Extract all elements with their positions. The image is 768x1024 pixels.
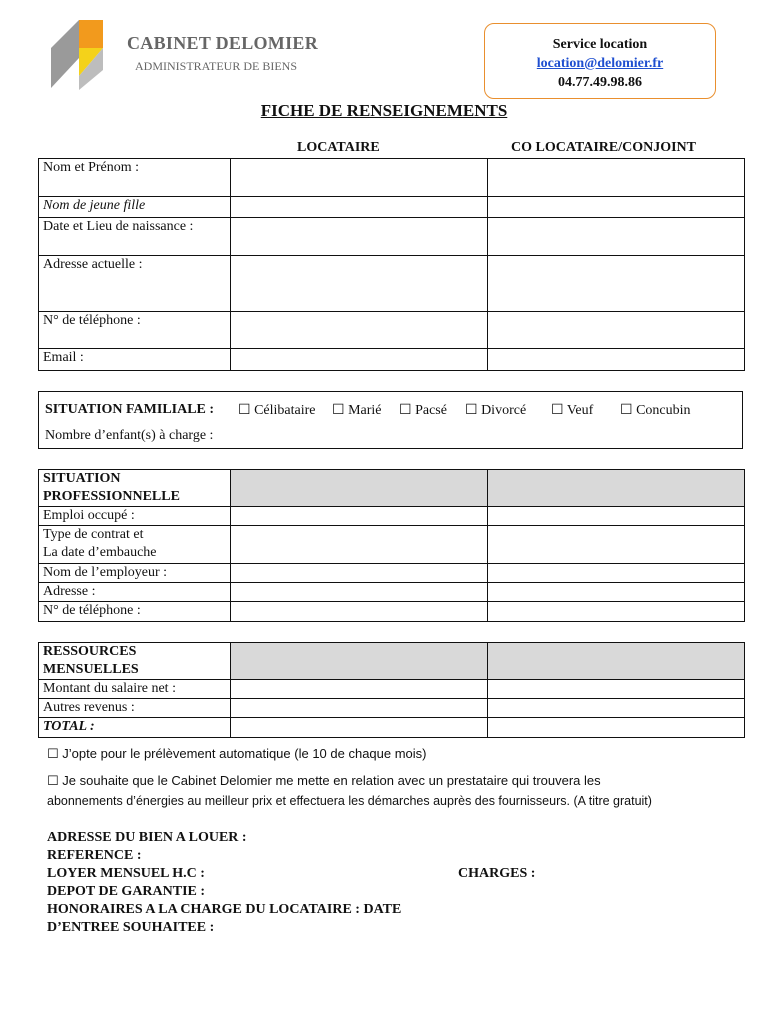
pro-header: SITUATION PROFESSIONNELLE (39, 470, 231, 507)
row-label-email: Email : (39, 349, 231, 371)
row-label-naissance: Date et Lieu de naissance : (39, 218, 231, 256)
field-jeune-fille-locataire[interactable] (231, 197, 488, 218)
field-adresse-locataire[interactable] (231, 256, 488, 312)
pro-header-locataire (231, 470, 488, 507)
situation-familiale-label: SITUATION FAMILIALE : (45, 402, 215, 417)
company-subtitle: ADMINISTRATEUR DE BIENS (135, 59, 297, 73)
row-label-employeur: Nom de l’employeur : (39, 564, 231, 583)
field-employeur-co[interactable] (488, 564, 745, 583)
row-label-nom: Nom et Prénom : (39, 159, 231, 197)
field-autres-co[interactable] (488, 699, 745, 718)
option-celibataire[interactable]: ☐ Célibataire (238, 403, 316, 418)
row-label-telephone: N° de téléphone : (39, 312, 231, 349)
field-autres-locataire[interactable] (231, 699, 488, 718)
row-label-adresse: Adresse actuelle : (39, 256, 231, 312)
field-nom-co[interactable] (488, 159, 745, 197)
company-logo (45, 18, 107, 90)
row-label-total: TOTAL : (39, 718, 231, 738)
field-telephone-co[interactable] (488, 312, 745, 349)
row-label-emploi: Emploi occupé : (39, 507, 231, 526)
field-jeune-fille-co[interactable] (488, 197, 745, 218)
field-naissance-locataire[interactable] (231, 218, 488, 256)
date-entree-label: D’ENTREE SOUHAITEE : (47, 920, 215, 935)
field-email-co[interactable] (488, 349, 745, 371)
pro-table (38, 469, 745, 622)
field-employeur-locataire[interactable] (231, 564, 488, 583)
enfants-label: Nombre d’enfant(s) à charge : (45, 428, 214, 443)
pro-header-co (488, 470, 745, 507)
option-pacse[interactable]: ☐ Pacsé (399, 403, 447, 418)
checkbox-icon[interactable]: ☐ (551, 403, 564, 418)
row-label-pro-adresse: Adresse : (39, 583, 231, 602)
checkbox-icon[interactable]: ☐ (332, 403, 345, 418)
field-salaire-co[interactable] (488, 680, 745, 699)
field-total-co[interactable] (488, 718, 745, 738)
contact-box (484, 23, 716, 99)
option-marie[interactable]: ☐ Marié (332, 403, 382, 418)
field-emploi-co[interactable] (488, 507, 745, 526)
adresse-bien-label: ADRESSE DU BIEN A LOUER : (47, 830, 247, 845)
checkbox-icon[interactable]: ☐ (465, 403, 478, 418)
field-naissance-co[interactable] (488, 218, 745, 256)
column-header-locataire: LOCATAIRE (297, 140, 380, 155)
field-nom-locataire[interactable] (231, 159, 488, 197)
depot-label: DEPOT DE GARANTIE : (47, 884, 206, 899)
ressources-header: RESSOURCES MENSUELLES (39, 643, 231, 680)
checkbox-icon[interactable]: ☐ (620, 403, 633, 418)
field-pro-adresse-co[interactable] (488, 583, 745, 602)
field-emploi-locataire[interactable] (231, 507, 488, 526)
field-contrat-co[interactable] (488, 526, 745, 564)
row-label-pro-telephone: N° de téléphone : (39, 602, 231, 622)
page-title: FICHE DE RENSEIGNEMENTS (260, 101, 508, 120)
ressources-header-co (488, 643, 745, 680)
field-contrat-locataire[interactable] (231, 526, 488, 564)
option-energie[interactable]: ☐ Je souhaite que le Cabinet Delomier me mette en relation avec un prestataire qui trouvera les (47, 773, 601, 788)
charges-label: CHARGES : (458, 866, 536, 881)
contact-email-link[interactable]: location@delomier.fr (536, 56, 664, 71)
option-energie-line2: abonnements d’énergies au meilleur prix et effectuera les démarches auprès des fournisseurs. (A titre gratuit) (47, 794, 652, 808)
checkbox-icon[interactable]: ☐ (47, 746, 59, 761)
row-label-autres: Autres revenus : (39, 699, 231, 718)
option-prelevement[interactable]: ☐ J’opte pour le prélèvement automatique (le 10 de chaque mois) (47, 746, 427, 761)
field-pro-telephone-locataire[interactable] (231, 602, 488, 622)
company-name: CABINET DELOMIER (127, 33, 319, 53)
field-telephone-locataire[interactable] (231, 312, 488, 349)
checkbox-icon[interactable]: ☐ (238, 403, 251, 418)
row-label-contrat: Type de contrat et La date d’embauche (39, 526, 231, 564)
field-email-locataire[interactable] (231, 349, 488, 371)
contact-phone: 04.77.49.98.86 (558, 75, 642, 90)
checkbox-icon[interactable]: ☐ (47, 773, 59, 788)
field-total-locataire[interactable] (231, 718, 488, 738)
loyer-label: LOYER MENSUEL H.C : (47, 866, 205, 881)
row-label-jeune-fille: Nom de jeune fille (39, 197, 231, 218)
column-header-co-locataire: CO LOCATAIRE/CONJOINT (511, 140, 697, 155)
ressources-header-locataire (231, 643, 488, 680)
identity-table (38, 158, 745, 371)
option-divorce[interactable]: ☐ Divorcé (465, 403, 527, 418)
field-adresse-co[interactable] (488, 256, 745, 312)
field-pro-telephone-co[interactable] (488, 602, 745, 622)
honoraires-label: HONORAIRES A LA CHARGE DU LOCATAIRE : DATE (47, 902, 402, 917)
ressources-table (38, 642, 745, 738)
field-salaire-locataire[interactable] (231, 680, 488, 699)
reference-label: REFERENCE : (47, 848, 142, 863)
option-veuf[interactable]: ☐ Veuf (551, 403, 594, 418)
checkbox-icon[interactable]: ☐ (399, 403, 412, 418)
option-concubin[interactable]: ☐ Concubin (620, 403, 691, 418)
row-label-salaire: Montant du salaire net : (39, 680, 231, 699)
field-pro-adresse-locataire[interactable] (231, 583, 488, 602)
contact-title: Service location (552, 37, 648, 52)
